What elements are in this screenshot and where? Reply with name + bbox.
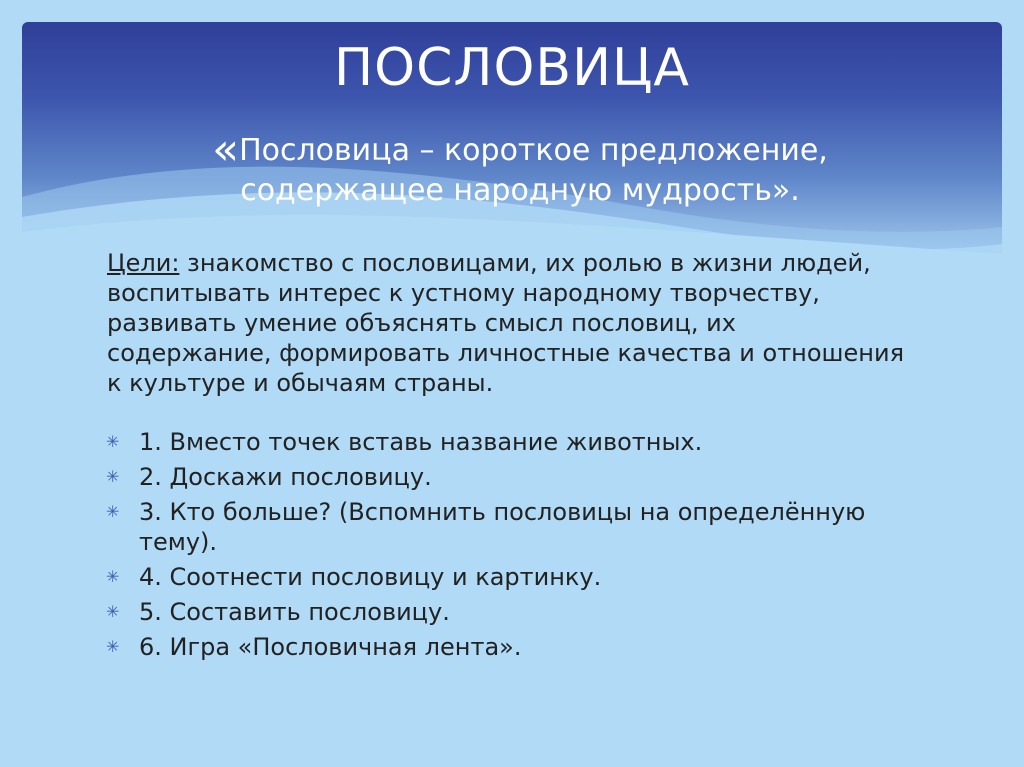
goals-label: Цели: (107, 249, 180, 277)
slide-title: ПОСЛОВИЦА (334, 38, 690, 98)
definition-text: Пословица – короткое предложение, содержащее народную мудрость». (239, 133, 828, 208)
goals-text: знакомство с пословицами, их ролью в жизни людей, воспитывать интерес к устному народному творчеству, развивать умение объяснять смысл пословиц, их содержание, формировать личностные качества и отношения к культуре и обычаям страны. (107, 249, 905, 397)
list-item (106, 427, 866, 457)
bullet-star-icon: ✳ (106, 502, 120, 521)
bullet-star-icon: ✳ (106, 602, 120, 621)
open-quote-mark: « (212, 124, 240, 175)
task-text: 4. Соотнести пословицу и картинку. (139, 563, 602, 591)
list-item (106, 462, 866, 492)
bullet-star-icon: ✳ (106, 467, 120, 486)
task-text: 1. Вместо точек вставь название животных. (139, 428, 703, 456)
task-text: 2. Доскажи пословицу. (139, 463, 432, 491)
task-text: 6. Игра «Пословичная лента». (139, 633, 522, 661)
bullet-star-icon: ✳ (106, 637, 120, 656)
list-item (106, 632, 866, 662)
bullet-star-icon: ✳ (106, 567, 120, 586)
list-item (106, 562, 866, 592)
goals-paragraph (107, 248, 907, 398)
task-text: 3. Кто больше? (Вспомнить пословицы на определённую тему). (139, 498, 866, 556)
list-item (106, 497, 866, 557)
task-text: 5. Составить пословицу. (139, 598, 450, 626)
definition-subtitle (150, 124, 890, 211)
bullet-star-icon: ✳ (106, 432, 120, 451)
list-item (106, 597, 866, 627)
task-list (106, 427, 866, 667)
